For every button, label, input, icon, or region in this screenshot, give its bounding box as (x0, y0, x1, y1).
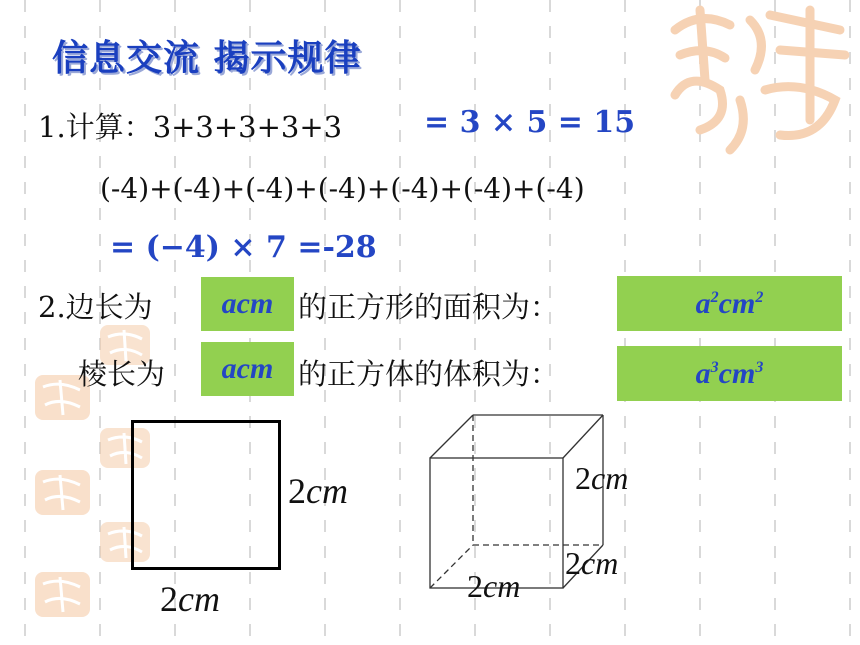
item2-line2-suffix: 的正方体的体积为： (298, 357, 560, 391)
item1-line (38, 105, 342, 146)
item2-line1-prefix: 边长为 (65, 290, 153, 324)
auspicious-seal-icon (35, 470, 90, 515)
volume-answer-box (617, 346, 842, 401)
cube-height-label: 2cm (575, 460, 629, 496)
item1-sum2: (-4)+(-4)+(-4)+(-4)+(-4)+(-4)+(-4) (100, 172, 585, 205)
cube-depth-label: 2cm (565, 545, 619, 581)
square-figure (131, 420, 281, 570)
item1-sum: 3+3+3+3+3 (152, 110, 343, 144)
item1-result: = 3 × 5 = 15 (424, 105, 636, 140)
area-answer: $a^2cm^2$ (695, 286, 764, 320)
item1-number: 1. (38, 110, 66, 144)
auspicious-seal-icon (35, 572, 90, 617)
square-side-label: 2cm (288, 471, 348, 511)
cube-width-label: 2cm (467, 568, 521, 604)
item1-result2: = (−4) × 7 =-28 (110, 230, 377, 265)
auspicious-seal-icon (660, 0, 860, 160)
area-answer-box (617, 276, 842, 331)
square-bottom-label: 2cm (160, 579, 220, 619)
item1-prefix: 计算： (65, 110, 153, 144)
page-title: 信息交流 揭示规律 (52, 38, 362, 79)
edge-length-box (201, 342, 294, 396)
side-length-box (201, 277, 294, 331)
item2-line2-prefix: 棱长为 (78, 357, 166, 391)
volume-answer: $a^3cm^3$ (695, 356, 764, 390)
item2-line1-suffix: 的正方形的面积为： (298, 290, 560, 324)
item2-line1 (38, 285, 153, 326)
edge-length-value: acm (221, 352, 274, 385)
item2-number: 2. (38, 290, 66, 324)
side-length-value: acm (221, 287, 274, 320)
